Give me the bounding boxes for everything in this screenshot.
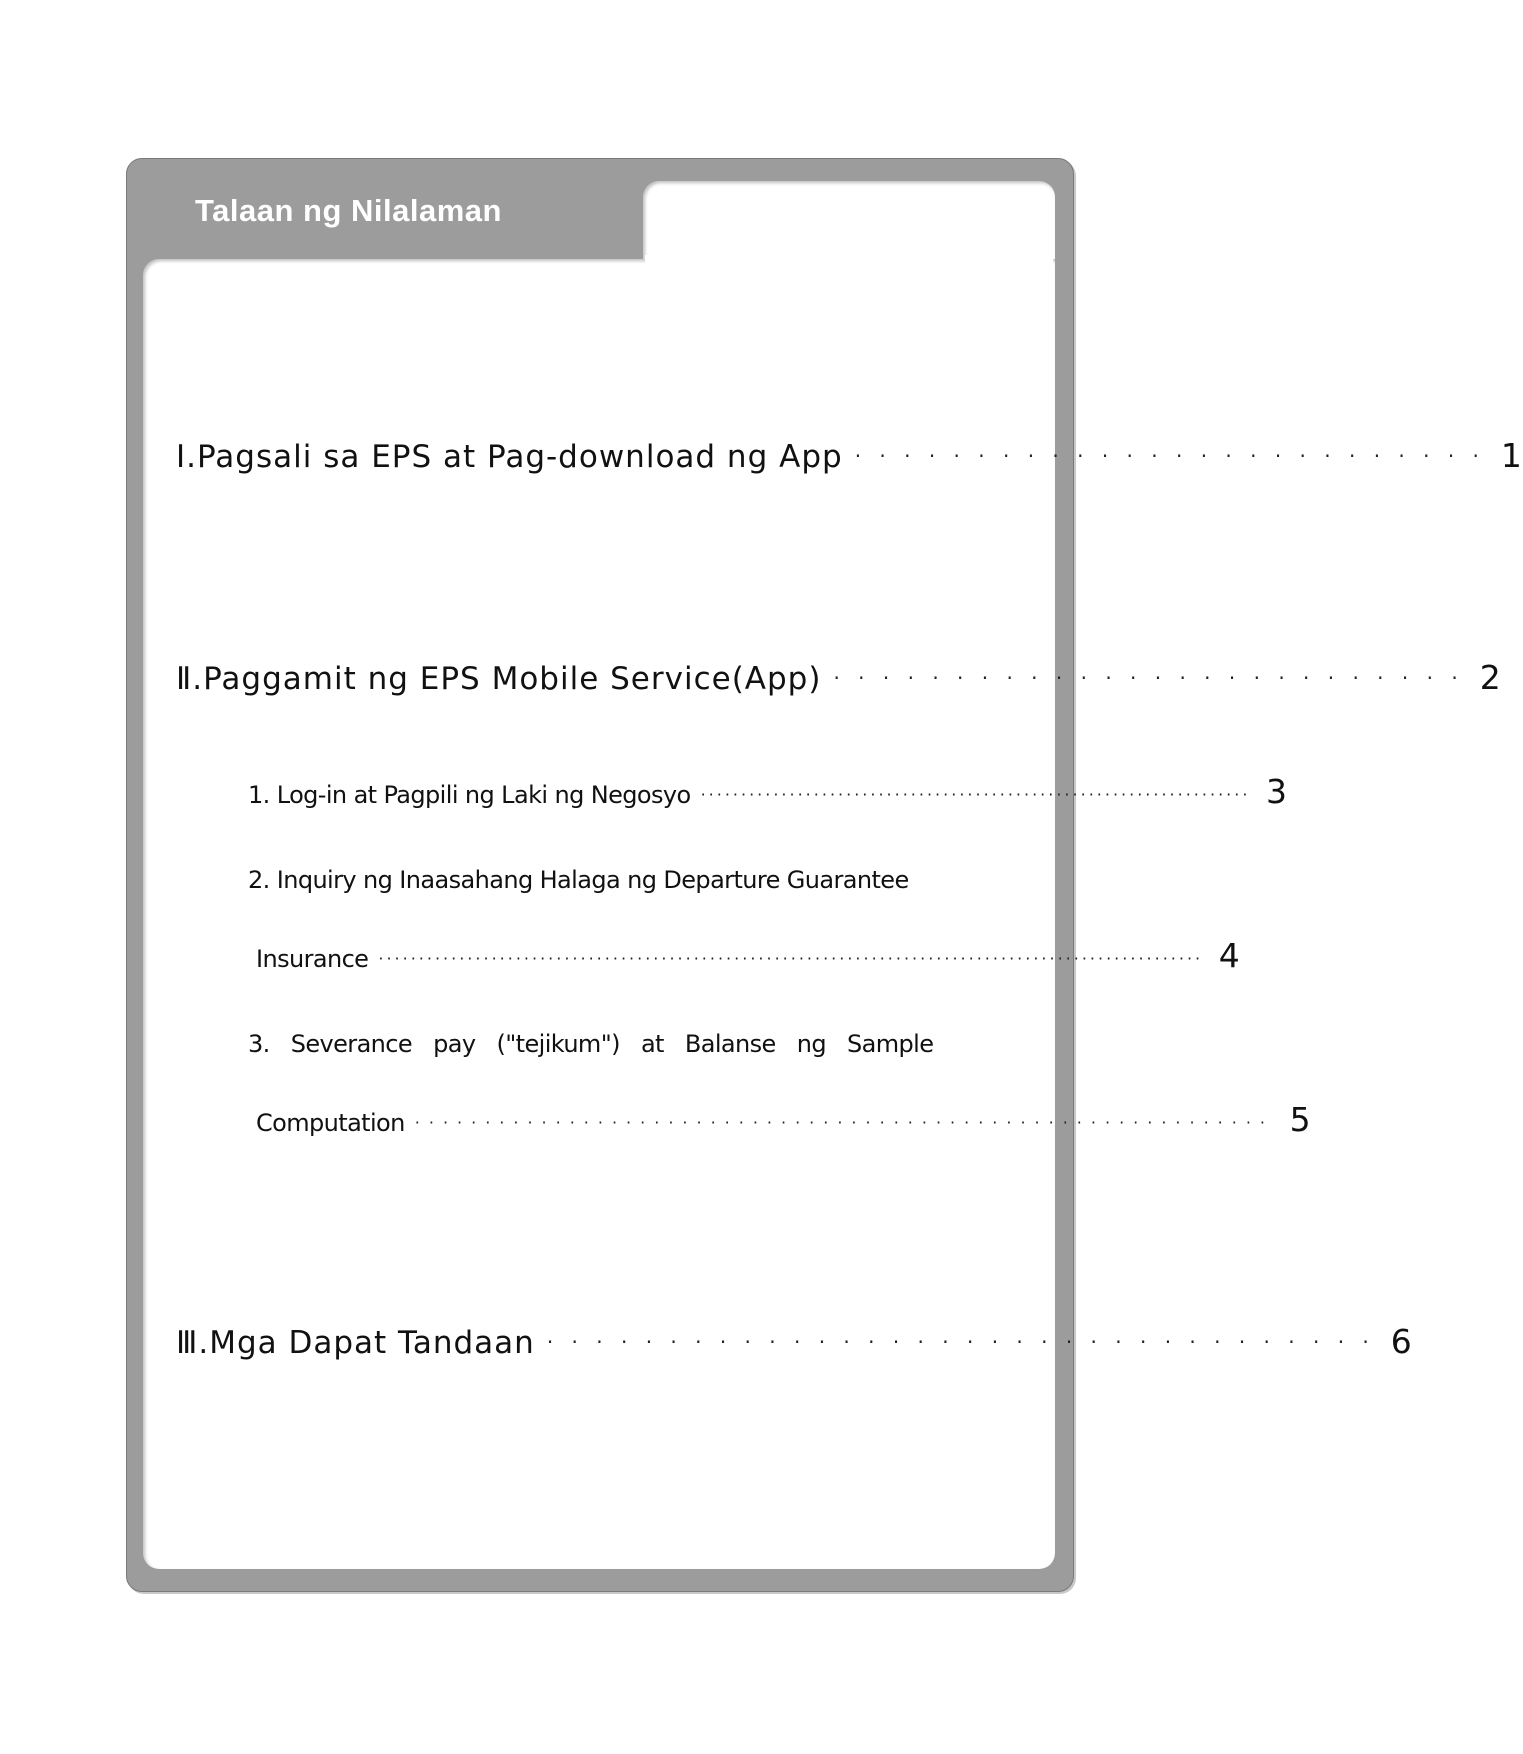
toc-entry-subsection-3-continued[interactable] xyxy=(256,1100,1311,1139)
toc-entry-section-2[interactable] xyxy=(176,658,1502,697)
toc-entry-section-3[interactable] xyxy=(176,1322,1413,1361)
page-number: 3 xyxy=(1266,772,1287,811)
page-number: 1 xyxy=(1500,436,1523,475)
page-number: 2 xyxy=(1479,658,1502,697)
section-numeral: Ⅰ. xyxy=(176,439,197,475)
dot-leader: · · · · · · · · · · · · · · · · · · · · · · · · · · · · · · · · · · xyxy=(546,1330,1375,1354)
subsection-title-line1: 3. Severance pay ("tejikum") at Balanse ng Sample xyxy=(248,1030,934,1058)
page-number: 4 xyxy=(1218,936,1240,975)
dot-leader: · · · · · · · · · · · · · · · · · · · · · · · · · · xyxy=(833,666,1464,690)
subsection-title-line2: Insurance xyxy=(256,945,369,973)
toc-entry-subsection-1[interactable] xyxy=(248,772,1287,811)
toc-entry-subsection-2[interactable] xyxy=(248,866,986,894)
dot-leader: ······································································································ xyxy=(378,949,1204,968)
page-title: Talaan ng Nilalaman xyxy=(195,193,502,228)
page-number: 6 xyxy=(1390,1322,1413,1361)
section-numeral: Ⅲ. xyxy=(176,1325,210,1361)
toc-entry-section-1[interactable] xyxy=(176,436,1523,475)
section-numeral: Ⅱ. xyxy=(176,661,204,697)
subsection-title-line2: Computation xyxy=(256,1109,405,1137)
section-title: Mga Dapat Tandaan xyxy=(209,1325,535,1361)
toc-entry-subsection-2-continued[interactable] xyxy=(256,936,1240,975)
dot-leader: · · · · · · · · · · · · · · · · · · · · · · · · · · xyxy=(854,444,1485,468)
subsection-title-line1: 2. Inquiry ng Inaasahang Halaga ng Departure Guarantee xyxy=(248,866,909,894)
subsection-title: 1. Log-in at Pagpili ng Laki ng Negosyo xyxy=(248,781,691,809)
section-title: Pagsali sa EPS at Pag-download ng App xyxy=(197,439,843,475)
dot-leader: ····························································· xyxy=(414,1113,1275,1132)
toc-entry-subsection-3[interactable] xyxy=(248,1030,986,1058)
dot-leader: ···································································· xyxy=(700,785,1251,804)
section-title: Paggamit ng EPS Mobile Service(App) xyxy=(203,661,822,697)
page-number: 5 xyxy=(1289,1100,1311,1139)
